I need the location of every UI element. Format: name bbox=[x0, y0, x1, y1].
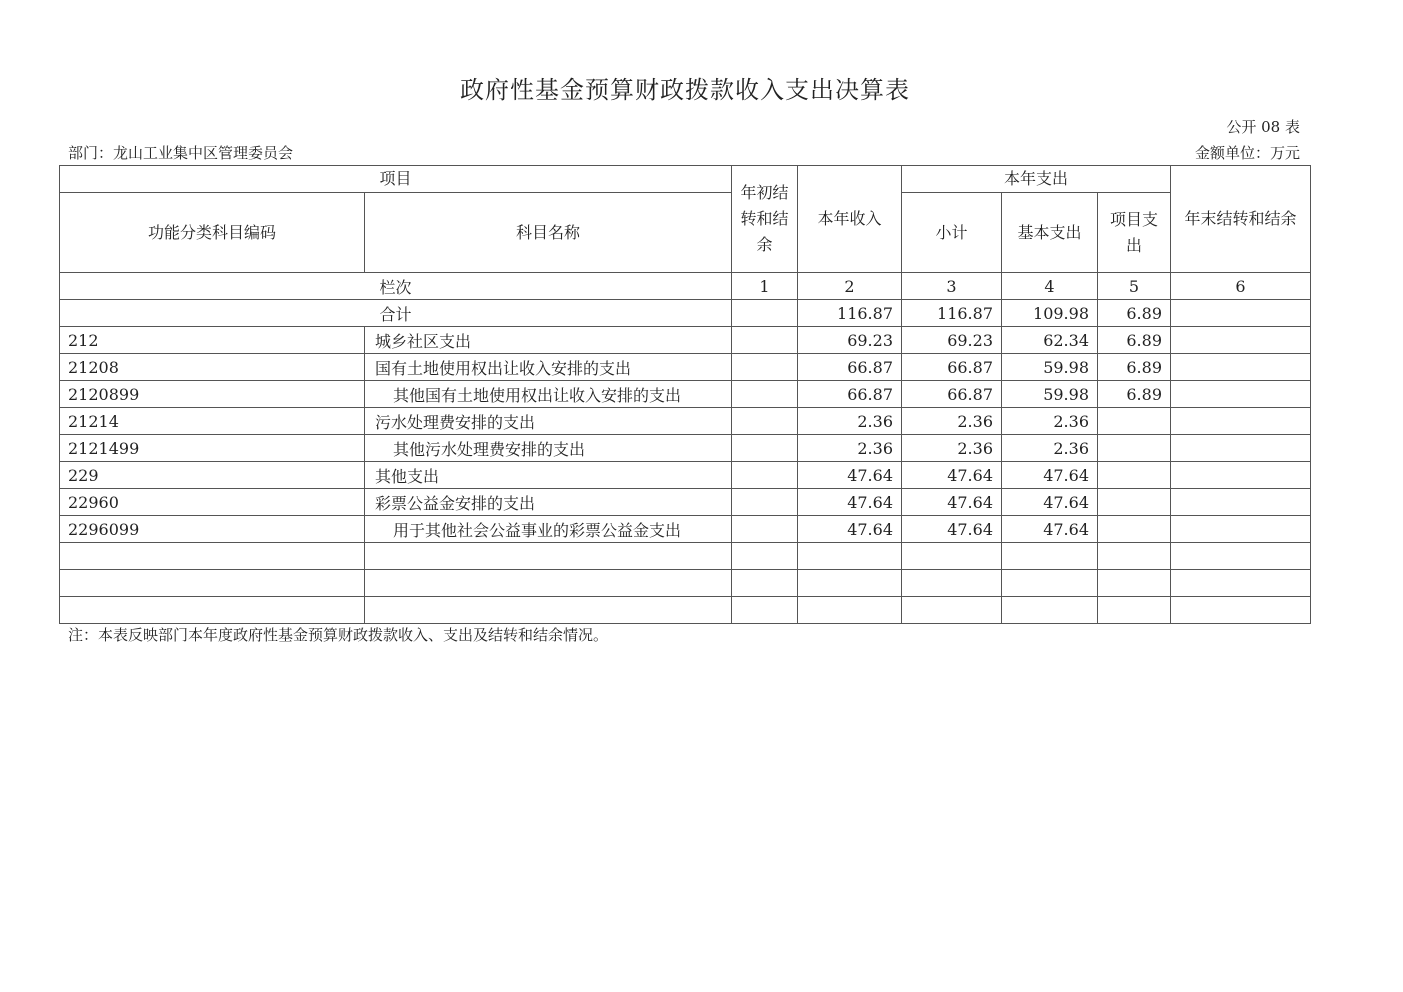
row-income: 47.64 bbox=[798, 516, 902, 543]
row-project bbox=[1098, 435, 1171, 462]
amount-unit-label: 金额单位：万元 bbox=[1194, 144, 1300, 162]
row-income: 47.64 bbox=[798, 462, 902, 489]
row-end-balance bbox=[1171, 435, 1311, 462]
row-begin-balance bbox=[732, 462, 798, 489]
table-row bbox=[60, 489, 1311, 516]
row-begin-balance bbox=[732, 408, 798, 435]
row-basic: 47.64 bbox=[1002, 462, 1098, 489]
row-begin-balance bbox=[732, 516, 798, 543]
row-basic: 2.36 bbox=[1002, 408, 1098, 435]
row-project bbox=[1098, 516, 1171, 543]
header-code: 功能分类科目编码 bbox=[60, 193, 365, 273]
row-end-balance bbox=[1171, 489, 1311, 516]
row-end-balance bbox=[1171, 408, 1311, 435]
row-end-balance bbox=[1171, 462, 1311, 489]
row-income: 2.36 bbox=[798, 408, 902, 435]
page-title: 政府性基金预算财政拨款收入支出决算表 bbox=[460, 76, 910, 104]
table-row bbox=[60, 327, 1311, 354]
row-end-balance bbox=[1171, 354, 1311, 381]
row-basic: 62.34 bbox=[1002, 327, 1098, 354]
row-income: 2.36 bbox=[798, 435, 902, 462]
header-expense: 本年支出 bbox=[902, 166, 1171, 193]
column-index-label: 栏次 bbox=[60, 273, 732, 300]
row-subtotal: 66.87 bbox=[902, 354, 1002, 381]
row-subtotal: 66.87 bbox=[902, 381, 1002, 408]
row-code: 2121499 bbox=[60, 435, 365, 462]
row-project bbox=[1098, 408, 1171, 435]
department-label: 部门：龙山工业集中区管理委员会 bbox=[68, 144, 294, 162]
row-begin-balance bbox=[732, 489, 798, 516]
row-name: 用于其他社会公益事业的彩票公益金支出 bbox=[365, 516, 732, 543]
total-project: 6.89 bbox=[1098, 300, 1171, 327]
row-subtotal: 2.36 bbox=[902, 408, 1002, 435]
total-begin-balance bbox=[732, 300, 798, 327]
header-basic: 基本支出 bbox=[1002, 193, 1098, 273]
header-income: 本年收入 bbox=[798, 166, 902, 273]
row-income: 66.87 bbox=[798, 354, 902, 381]
table-row bbox=[60, 381, 1311, 408]
row-name: 其他污水处理费安排的支出 bbox=[365, 435, 732, 462]
row-end-balance bbox=[1171, 327, 1311, 354]
footnote: 注：本表反映部门本年度政府性基金预算财政拨款收入、支出及结转和结余情况。 bbox=[68, 626, 609, 644]
row-code: 21214 bbox=[60, 408, 365, 435]
row-end-balance bbox=[1171, 381, 1311, 408]
header-item: 项目 bbox=[60, 166, 732, 193]
row-name: 污水处理费安排的支出 bbox=[365, 408, 732, 435]
column-index-row bbox=[60, 273, 1311, 300]
row-code: 22960 bbox=[60, 489, 365, 516]
column-index-3: 3 bbox=[902, 273, 1002, 300]
row-income: 69.23 bbox=[798, 327, 902, 354]
row-name: 其他国有土地使用权出让收入安排的支出 bbox=[365, 381, 732, 408]
row-begin-balance bbox=[732, 435, 798, 462]
row-project: 6.89 bbox=[1098, 354, 1171, 381]
total-row bbox=[60, 300, 1311, 327]
row-basic: 59.98 bbox=[1002, 381, 1098, 408]
row-subtotal: 47.64 bbox=[902, 462, 1002, 489]
row-subtotal: 2.36 bbox=[902, 435, 1002, 462]
row-project bbox=[1098, 462, 1171, 489]
column-index-1: 1 bbox=[732, 273, 798, 300]
row-subtotal: 69.23 bbox=[902, 327, 1002, 354]
row-code: 21208 bbox=[60, 354, 365, 381]
row-basic: 47.64 bbox=[1002, 516, 1098, 543]
form-number: 公开 08 表 bbox=[1226, 118, 1300, 136]
row-begin-balance bbox=[732, 354, 798, 381]
report-table bbox=[59, 165, 1311, 624]
header-end-balance: 年末结转和结余 bbox=[1171, 166, 1311, 273]
row-project: 6.89 bbox=[1098, 327, 1171, 354]
total-basic: 109.98 bbox=[1002, 300, 1098, 327]
column-index-2: 2 bbox=[798, 273, 902, 300]
total-label: 合计 bbox=[60, 300, 732, 327]
table-row bbox=[60, 435, 1311, 462]
row-code: 2120899 bbox=[60, 381, 365, 408]
total-subtotal: 116.87 bbox=[902, 300, 1002, 327]
table-row bbox=[60, 354, 1311, 381]
table-row bbox=[60, 462, 1311, 489]
empty-row bbox=[60, 543, 1311, 570]
total-end-balance bbox=[1171, 300, 1311, 327]
row-project bbox=[1098, 489, 1171, 516]
row-begin-balance bbox=[732, 327, 798, 354]
row-code: 2296099 bbox=[60, 516, 365, 543]
row-name: 城乡社区支出 bbox=[365, 327, 732, 354]
row-code: 212 bbox=[60, 327, 365, 354]
table-row bbox=[60, 408, 1311, 435]
row-end-balance bbox=[1171, 516, 1311, 543]
row-basic: 59.98 bbox=[1002, 354, 1098, 381]
row-basic: 47.64 bbox=[1002, 489, 1098, 516]
header-subtotal: 小计 bbox=[902, 193, 1002, 273]
row-subtotal: 47.64 bbox=[902, 516, 1002, 543]
row-basic: 2.36 bbox=[1002, 435, 1098, 462]
column-index-5: 5 bbox=[1098, 273, 1171, 300]
empty-row bbox=[60, 597, 1311, 624]
row-project: 6.89 bbox=[1098, 381, 1171, 408]
row-name: 其他支出 bbox=[365, 462, 732, 489]
empty-row bbox=[60, 570, 1311, 597]
row-income: 66.87 bbox=[798, 381, 902, 408]
row-name: 彩票公益金安排的支出 bbox=[365, 489, 732, 516]
row-subtotal: 47.64 bbox=[902, 489, 1002, 516]
row-code: 229 bbox=[60, 462, 365, 489]
header-begin-balance: 年初结转和结余 bbox=[732, 166, 798, 273]
column-index-6: 6 bbox=[1171, 273, 1311, 300]
header-project: 项目支出 bbox=[1098, 193, 1171, 273]
row-income: 47.64 bbox=[798, 489, 902, 516]
total-income: 116.87 bbox=[798, 300, 902, 327]
header-name: 科目名称 bbox=[365, 193, 732, 273]
table-row bbox=[60, 516, 1311, 543]
column-index-4: 4 bbox=[1002, 273, 1098, 300]
row-name: 国有土地使用权出让收入安排的支出 bbox=[365, 354, 732, 381]
row-begin-balance bbox=[732, 381, 798, 408]
